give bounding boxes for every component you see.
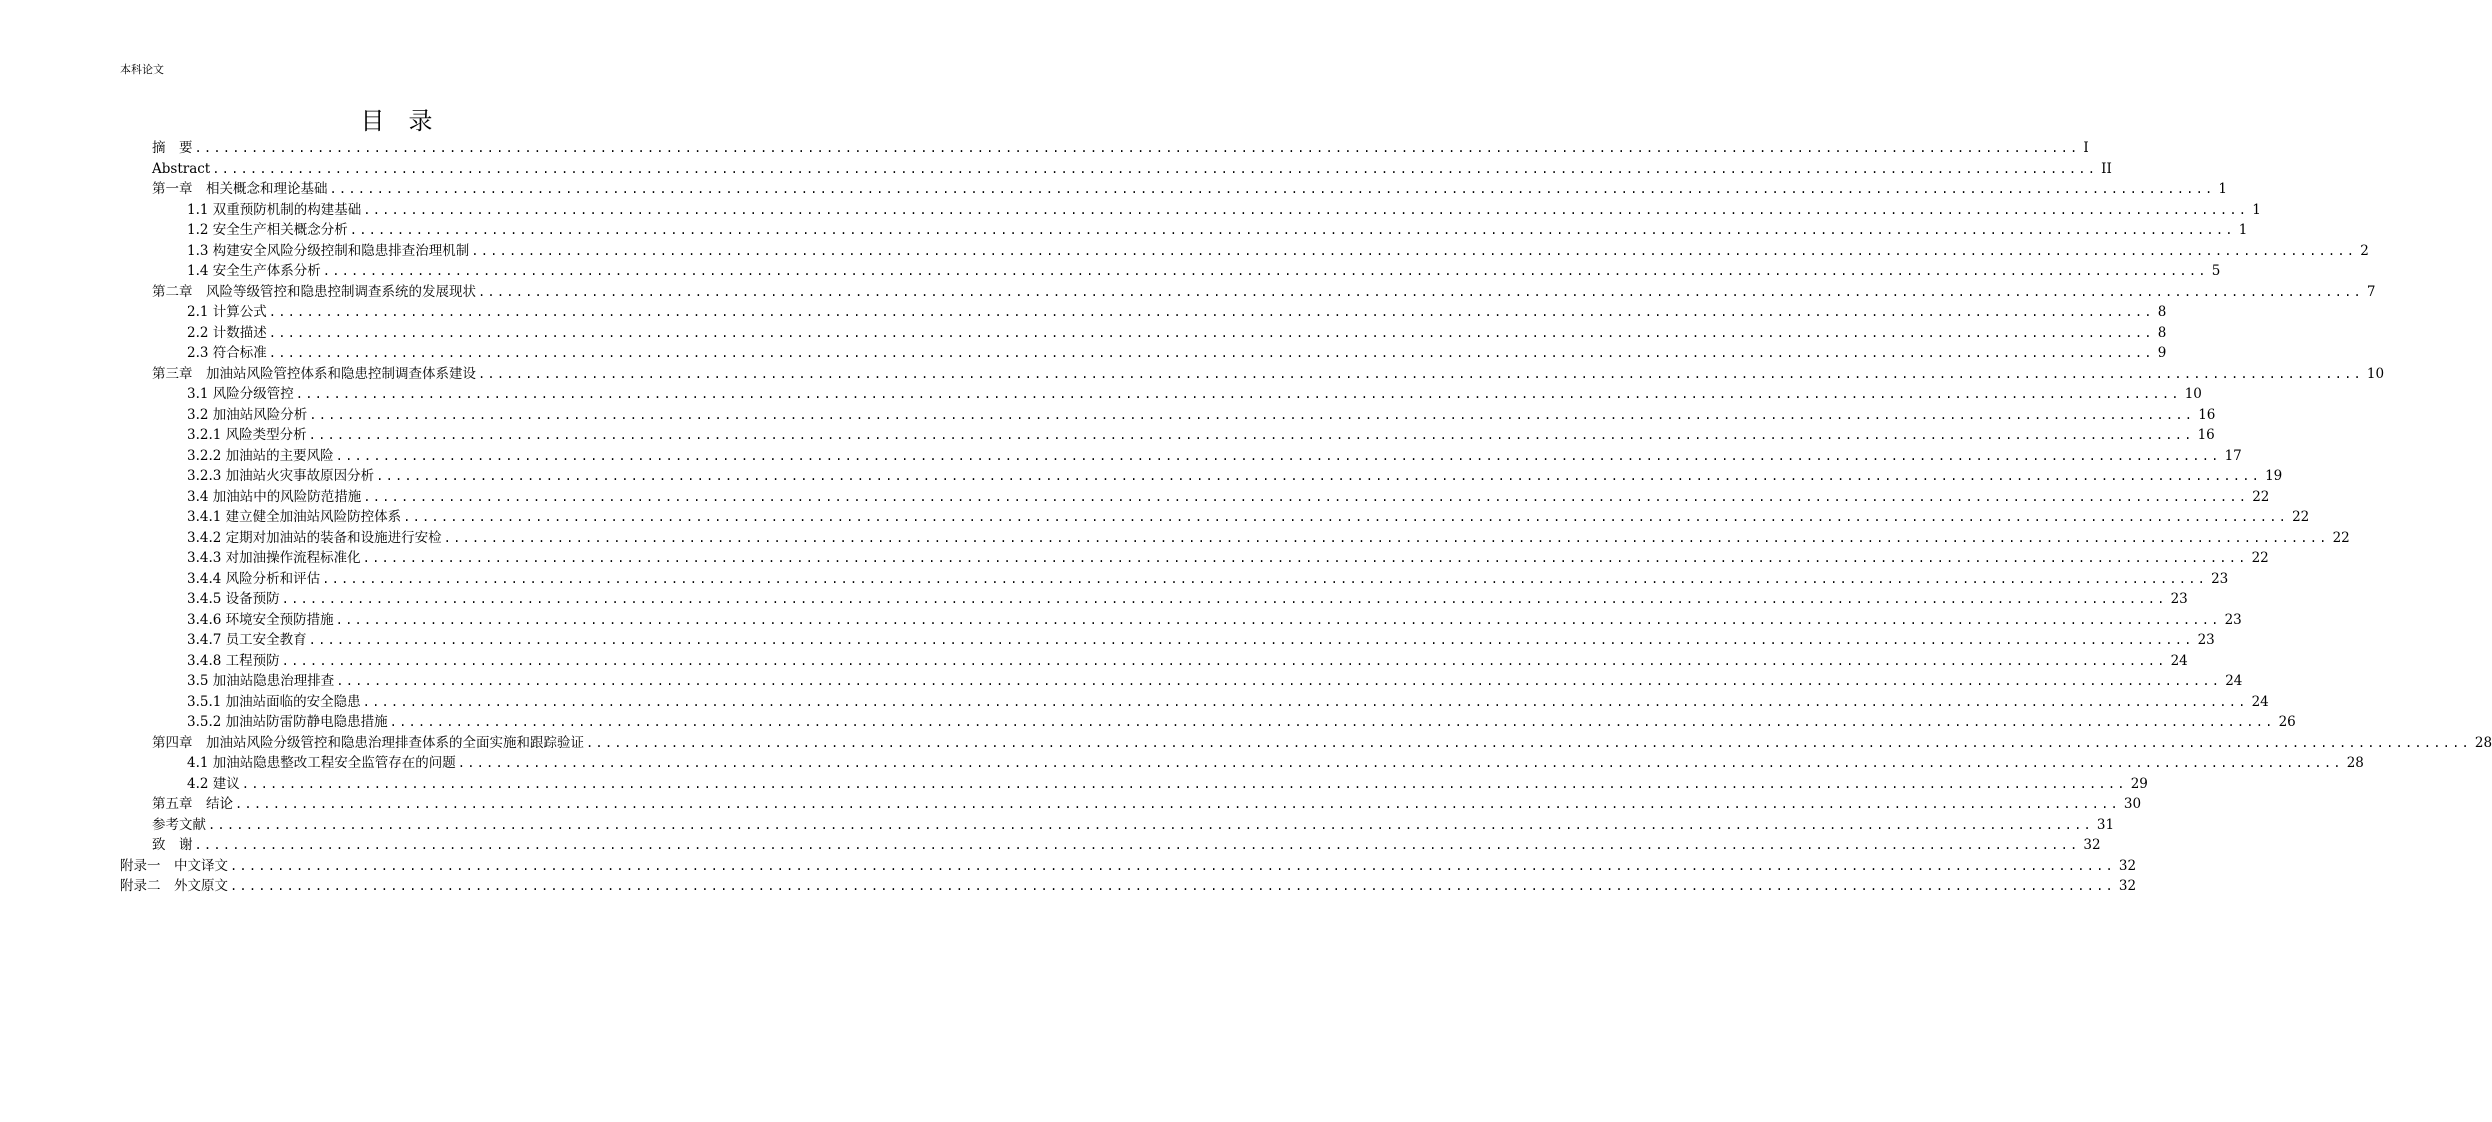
toc-entry-page: 31 [2096, 816, 2115, 833]
toc-entry-page: 19 [2265, 468, 2283, 484]
toc-entry-page: 9 [2157, 345, 2167, 361]
toc-entry-label: 4.1 加油站隐患整改工程安全监管存在的问题 [187, 755, 456, 771]
toc-leader-dots: ........................................................................................................................................................................................................ [308, 633, 2194, 647]
toc-entry-label: 1.2 安全生产相关概念分析 [187, 222, 348, 238]
toc-entry-page: 30 [2123, 796, 2142, 812]
toc-entry[interactable] [152, 138, 2089, 158]
toc-entry-page: 1 [2238, 222, 2248, 238]
toc-entry-label: 第二章 风险等级管控和隐患控制调查系统的发展现状 [152, 283, 476, 300]
toc-entry[interactable] [187, 774, 2148, 794]
toc-entry-page: 22 [2252, 488, 2270, 505]
toc-leader-dots: ........................................................................................................................................................................................................ [212, 161, 2098, 176]
toc-entry[interactable] [152, 179, 2228, 199]
toc-entry-label: 3.4.1 建立健全加油站风险防控体系 [187, 509, 402, 525]
toc-entry[interactable] [187, 630, 2215, 650]
toc-entry-label: 附录二 外文原文 [120, 878, 228, 894]
toc-entry-page: 32 [2118, 857, 2137, 874]
toc-leader-dots: ........................................................................................................................................................................................................ [363, 202, 2249, 217]
toc-entry-page: 8 [2157, 304, 2167, 320]
toc-leader-dots: ........................................................................................................................................................................................................ [349, 223, 2235, 237]
running-header: 本科论文 [120, 63, 164, 76]
toc-entry[interactable] [152, 794, 2142, 814]
toc-entry-label: 摘 要 [152, 140, 193, 156]
toc-entry-label: 3.4.6 环境安全预防措施 [187, 611, 334, 628]
toc-entry[interactable] [187, 507, 2310, 527]
toc-entry[interactable] [152, 835, 2101, 855]
toc-entry-label: 2.3 符合标准 [187, 345, 267, 361]
toc-entry[interactable] [152, 733, 2492, 753]
toc-entry-label: 3.4 加油站中的风险防范措施 [187, 488, 362, 505]
toc-entry[interactable] [187, 466, 2283, 486]
toc-entry-label: 3.2 加油站风险分析 [187, 406, 308, 423]
toc-entry[interactable] [120, 856, 2137, 876]
toc-entry-page: 5 [2211, 263, 2221, 279]
toc-entry[interactable] [187, 446, 2242, 466]
toc-entry[interactable] [187, 528, 2350, 548]
toc-entry[interactable] [187, 692, 2269, 712]
toc-entry-page: 23 [2224, 611, 2242, 628]
toc-entry[interactable] [187, 302, 2167, 322]
toc-leader-dots: ........................................................................................................................................................................................................ [362, 694, 2248, 709]
toc-entry[interactable] [152, 364, 2385, 384]
toc-entry-label: 3.4.7 员工安全教育 [187, 632, 307, 648]
toc-entry-page: 22 [2251, 550, 2269, 566]
toc-entry[interactable] [187, 261, 2221, 281]
toc-entry-page: 1 [2218, 181, 2228, 197]
toc-leader-dots: ........................................................................................................................................................................................................ [322, 571, 2208, 586]
toc-entry[interactable] [187, 241, 2369, 261]
toc-entry[interactable] [187, 487, 2270, 507]
toc-entry-label: 3.4.8 工程预防 [187, 652, 280, 669]
toc-entry[interactable] [120, 876, 2137, 896]
toc-entry-label: 3.1 风险分级管控 [187, 386, 294, 402]
toc-leader-dots: ........................................................................................................................................................................................................ [335, 612, 2221, 627]
toc-leader-dots: ........................................................................................................................................................................................................ [443, 530, 2329, 545]
toc-leader-dots: ........................................................................................................................................................................................................ [268, 346, 2154, 360]
toc-entry-page: 29 [2130, 775, 2148, 792]
toc-entry-page: 23 [2211, 570, 2229, 587]
toc-entry-page: 23 [2170, 591, 2188, 607]
toc-leader-dots: ........................................................................................................................................................................................................ [329, 182, 2215, 196]
toc-leader-dots: ........................................................................................................................................................................................................ [235, 797, 2120, 811]
toc-entry-page: 10 [2366, 365, 2385, 382]
toc-entry-label: 1.4 安全生产体系分析 [187, 263, 321, 279]
toc-entry[interactable] [187, 425, 2215, 445]
toc-leader-dots: ........................................................................................................................................................................................................ [478, 366, 2363, 381]
toc-entry-label: 2.1 计算公式 [187, 304, 267, 320]
toc-entry-page: 26 [2278, 714, 2296, 730]
toc-entry-label: 第三章 加油站风险管控体系和隐患控制调查体系建设 [152, 365, 476, 382]
toc-leader-dots: ........................................................................................................................................................................................................ [389, 715, 2275, 729]
toc-entry-label: 1.1 双重预防机制的构建基础 [187, 201, 362, 218]
toc-leader-dots: ........................................................................................................................................................................................................ [363, 489, 2249, 504]
toc-entry-label: 附录一 中文译文 [120, 857, 228, 874]
toc-leader-dots: ........................................................................................................................................................................................................ [194, 838, 2080, 852]
toc-leader-dots: ........................................................................................................................................................................................................ [268, 325, 2154, 340]
toc-leader-dots: ........................................................................................................................................................................................................ [478, 284, 2363, 299]
toc-entry-label: 致 谢 [152, 837, 193, 853]
toc-entry-label: 3.5.2 加油站防雷防静电隐患措施 [187, 714, 388, 730]
toc-leader-dots: ........................................................................................................................................................................................................ [208, 817, 2093, 832]
toc-entry-page: 16 [2198, 406, 2216, 423]
toc-leader-dots: ........................................................................................................................................................................................................ [281, 592, 2167, 606]
toc-leader-dots: ........................................................................................................................................................................................................ [362, 551, 2248, 565]
toc-entry[interactable] [187, 753, 2364, 773]
toc-entry-label: 1.3 构建安全风险分级控制和隐患排查治理机制 [187, 242, 470, 259]
toc-entry[interactable] [187, 405, 2216, 425]
toc-entry-page: 22 [2332, 529, 2350, 546]
toc-leader-dots: ........................................................................................................................................................................................................ [403, 510, 2289, 524]
toc-leader-dots: ........................................................................................................................................................................................................ [335, 448, 2221, 463]
toc-entry-label: Abstract [152, 160, 211, 177]
toc-entry[interactable] [187, 589, 2188, 609]
toc-entry-label: 4.2 建议 [187, 775, 240, 792]
toc-leader-dots: ........................................................................................................................................................................................................ [457, 756, 2343, 770]
toc-entry-label: 第一章 相关概念和理论基础 [152, 181, 328, 197]
toc-entry-page: 1 [2252, 201, 2261, 218]
toc-leader-dots: ........................................................................................................................................................................................................ [194, 141, 2080, 155]
toc-entry[interactable] [152, 282, 2376, 302]
toc-entry[interactable] [187, 671, 2243, 691]
toc-entry-page: 32 [2118, 878, 2137, 894]
toc-entry[interactable] [187, 384, 2202, 404]
toc-entry-label: 3.2.3 加油站火灾事故原因分析 [187, 468, 375, 484]
toc-entry-label: 第四章 加油站风险分级管控和隐患治理排查体系的全面实施和跟踪验证 [152, 734, 584, 751]
toc-entry-label: 3.2.1 风险类型分析 [187, 427, 307, 443]
toc-leader-dots: ........................................................................................................................................................................................................ [308, 428, 2194, 442]
toc-entry-page: 23 [2197, 632, 2215, 648]
toc-leader-dots: ........................................................................................................................................................................................................ [230, 879, 2115, 893]
toc-entry-page: 24 [2251, 693, 2269, 710]
toc-entry-page: 8 [2157, 324, 2167, 341]
toc-leader-dots: ........................................................................................................................................................................................................ [586, 735, 2471, 750]
toc-entry-page: 7 [2366, 283, 2376, 300]
toc-entry[interactable] [187, 323, 2167, 343]
toc-leader-dots: ........................................................................................................................................................................................................ [241, 776, 2127, 791]
toc-entry-page: 32 [2083, 837, 2101, 853]
toc-entry-label: 3.4.2 定期对加油站的装备和设施进行安检 [187, 529, 442, 546]
toc-entry[interactable] [187, 610, 2242, 630]
toc-entry-label: 3.4.3 对加油操作流程标准化 [187, 550, 361, 566]
toc-entry-page: II [2101, 160, 2112, 177]
toc-leader-dots: ........................................................................................................................................................................................................ [281, 653, 2167, 668]
toc-entry-label: 3.2.2 加油站的主要风险 [187, 447, 334, 464]
toc-entry[interactable] [152, 159, 2112, 179]
page-title [0, 101, 793, 136]
toc-entry-page: 16 [2197, 427, 2215, 443]
toc-entry[interactable] [187, 712, 2296, 732]
toc-entry[interactable] [187, 548, 2269, 568]
toc-leader-dots: ........................................................................................................................................................................................................ [322, 264, 2208, 278]
toc-leader-dots: ........................................................................................................................................................................................................ [309, 407, 2195, 422]
toc-entry-page: 10 [2184, 386, 2202, 402]
toc-entry[interactable] [152, 815, 2115, 835]
toc-entry[interactable] [187, 200, 2261, 220]
toc-entry[interactable] [187, 651, 2188, 671]
page-title-text: 目 录 [360, 107, 433, 135]
toc-entry[interactable] [187, 220, 2248, 240]
toc-entry-label: 3.4.5 设备预防 [187, 591, 280, 607]
toc-entry-page: 22 [2292, 509, 2310, 525]
toc-leader-dots: ........................................................................................................................................................................................................ [268, 305, 2154, 319]
toc-entry-page: 28 [2346, 755, 2364, 771]
toc-entry-label: 3.5.1 加油站面临的安全隐患 [187, 693, 361, 710]
toc-leader-dots: ........................................................................................................................................................................................................ [471, 243, 2357, 258]
toc-leader-dots: ........................................................................................................................................................................................................ [376, 469, 2262, 483]
toc-entry-label: 参考文献 [152, 816, 206, 833]
toc-leader-dots: ........................................................................................................................................................................................................ [230, 858, 2115, 873]
toc-entry-page: 17 [2224, 447, 2242, 464]
toc-entry-page: 24 [2170, 652, 2188, 669]
toc-leader-dots: ........................................................................................................................................................................................................ [336, 674, 2222, 688]
toc-entry-page: 28 [2474, 734, 2492, 751]
toc-entry-label: 第五章 结论 [152, 796, 233, 812]
toc-entry-page: I [2083, 140, 2089, 156]
toc-leader-dots: ........................................................................................................................................................................................................ [295, 387, 2181, 401]
toc-entry-label: 3.4.4 风险分析和评估 [187, 570, 321, 587]
toc-entry-page: 2 [2360, 242, 2369, 259]
toc-entry-label: 3.5 加油站隐患治理排查 [187, 673, 335, 689]
toc-entry[interactable] [187, 569, 2229, 589]
toc-entry-page: 24 [2225, 673, 2243, 689]
toc-entry[interactable] [187, 343, 2167, 363]
toc-entry-label: 2.2 计数描述 [187, 324, 267, 341]
